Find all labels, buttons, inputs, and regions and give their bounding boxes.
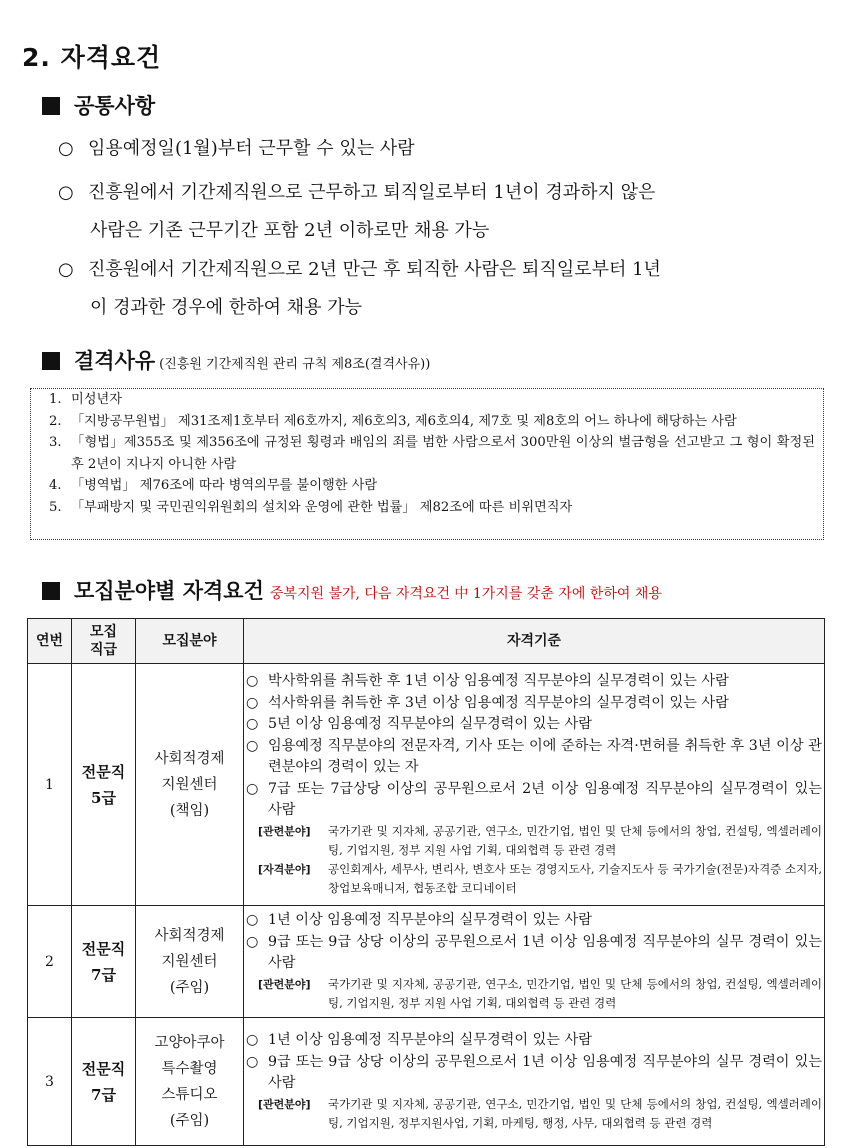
disq-num: 1. <box>49 392 62 407</box>
note-text: 공인회계사, 세무사, 변리사, 변호사 또는 경영지도사, 기술지도사 등 국가기술(전문)자격증 소지자, 창업보육매니저, 협동조합 코디네이터 <box>328 862 822 896</box>
black-square-icon <box>42 97 60 115</box>
criteria-item <box>246 910 822 932</box>
header-rank <box>72 619 136 664</box>
disq-text: 「형법」제355조 및 제356조에 규정된 횡령과 배임의 죄를 범한 사람으로서 300만원 이상의 벌금형을 선고받고 그 형이 확정된 후 2년이 지나지 아니한 사람 <box>71 435 815 472</box>
field-line: 고양아쿠아 <box>154 1034 225 1051</box>
disq-heading-text: 결격사유 <box>74 349 156 373</box>
table-header-row <box>28 619 825 664</box>
criteria-item <box>246 1030 822 1052</box>
disq-note: (진흥원 기간제직원 관리 규칙 제8조(결격사유)) <box>159 357 431 372</box>
circle-bullet-icon: ○ <box>246 694 259 711</box>
rank-line: 7급 <box>91 1085 116 1104</box>
disq-text: 「지방공무원법」 제31조제1호부터 제6호까지, 제6호의3, 제6호의4, 제7호 및 제8호의 어느 하나에 해당하는 사람 <box>71 413 737 429</box>
common-item-text: 진흥원에서 기간제직원으로 근무하고 퇴직일로부터 1년이 경과하지 않은 <box>88 182 656 203</box>
circle-bullet-icon: ○ <box>246 912 259 929</box>
table-row <box>28 664 825 906</box>
criteria-item <box>246 736 822 779</box>
circle-bullet-icon: ○ <box>246 1032 259 1049</box>
field-line: (책임) <box>169 802 210 819</box>
circle-bullet-icon: ○ <box>246 716 259 733</box>
circle-bullet-icon: ○ <box>58 259 74 280</box>
disq-num: 3. <box>49 435 62 450</box>
disq-num: 5. <box>49 499 62 515</box>
criteria-text: 석사학위를 취득한 후 3년 이상 임용예정 직무분야의 실무경력이 있는 사람 <box>268 694 729 711</box>
criteria-text: 임용예정 직무분야의 전문자격, 기사 또는 이에 준하는 자격·면허를 취득한 후 3년 이상 관련분야의 경력이 있는 자 <box>268 737 822 776</box>
criteria-text: 1년 이상 임용예정 직무분야의 실무경력이 있는 사람 <box>268 912 592 929</box>
cell-field <box>136 906 244 1018</box>
cell-criteria <box>244 906 825 1018</box>
disq-text: 「부패방지 및 국민권익위원회의 설치와 운영에 관한 법률」 제82조에 따른 비위면직자 <box>71 499 573 515</box>
disq-text: 「병역법」 제76조에 따라 병역의무를 불이행한 사람 <box>71 478 378 493</box>
circle-bullet-icon: ○ <box>246 780 259 797</box>
note-label: [관련분야] <box>258 1097 311 1111</box>
common-item-text: 진흥원에서 기간제직원으로 2년 만근 후 퇴직한 사람은 퇴직일로부터 1년 <box>88 259 661 280</box>
rank-line: 전문직 <box>81 762 126 781</box>
field-line: 사회적경제 <box>154 927 225 944</box>
req-heading <box>42 575 662 605</box>
requirements-table <box>27 618 825 1146</box>
criteria-note <box>246 1095 822 1133</box>
criteria-note <box>246 860 822 898</box>
common-item <box>58 174 828 250</box>
common-heading-text: 공통사항 <box>74 94 156 118</box>
note-label: [관련분야] <box>258 825 311 839</box>
common-heading <box>42 90 155 120</box>
table-row <box>28 906 825 1018</box>
criteria-item <box>246 1052 822 1095</box>
note-text: 국가기관 및 지자체, 공공기관, 연구소, 민간기업, 법인 및 단체 등에서의 창업, 컨설팅, 엑셀러레이팅, 기업지원, 정부 지원 사업 기획, 대외협력 등 관련 경력 <box>328 824 822 858</box>
cell-no: 2 <box>28 906 72 1018</box>
criteria-text: 5년 이상 임용예정 직무분야의 실무경력이 있는 사람 <box>268 716 592 733</box>
field-line: (주임) <box>169 979 210 996</box>
circle-bullet-icon: ○ <box>246 933 259 950</box>
circle-bullet-icon: ○ <box>246 1053 259 1070</box>
common-item-text: 임용예정일(1월)부터 근무할 수 있는 사람 <box>88 138 415 159</box>
black-square-icon <box>42 352 60 370</box>
field-line: 지원센터 <box>161 776 218 793</box>
header-no: 연번 <box>28 619 72 664</box>
rank-line: 전문직 <box>81 939 126 958</box>
common-item-cont: 사람은 기존 근무기간 포함 2년 이하로만 채용 가능 <box>90 220 490 241</box>
criteria-text: 7급 또는 7급상당 이상의 공무원으로서 2년 이상 임용예정 직무분야의 실무경력이 있는 사람 <box>268 780 822 819</box>
criteria-text: 9급 또는 9급 상당 이상의 공무원으로서 1년 이상 임용예정 직무분야의 실무 경력이 있는 사람 <box>268 1053 822 1092</box>
cell-criteria <box>244 1018 825 1146</box>
cell-rank <box>72 906 136 1018</box>
disq-num: 2. <box>49 413 62 429</box>
note-label: [자격분야] <box>258 863 311 877</box>
cell-field <box>136 664 244 906</box>
disq-num: 4. <box>49 478 62 493</box>
disqualification-box <box>30 388 824 540</box>
disq-item <box>49 475 815 497</box>
note-text: 국가기관 및 지자체, 공공기관, 연구소, 민간기업, 법인 및 단체 등에서의 창업, 컨설팅, 엑셀러레이팅, 기업지원, 정부지원사업, 기획, 마케팅, 행정, 사무, 대외협력 등 관련 경력 <box>328 1096 822 1130</box>
common-item <box>58 251 828 327</box>
disq-item <box>49 389 815 411</box>
cell-rank <box>72 664 136 906</box>
cell-no: 3 <box>28 1018 72 1146</box>
disq-heading <box>42 345 430 375</box>
criteria-item <box>246 714 822 736</box>
disq-text: 미성년자 <box>71 392 122 407</box>
rank-line: 7급 <box>91 965 116 984</box>
criteria-text: 박사학위를 취득한 후 1년 이상 임용예정 직무분야의 실무경력이 있는 사람 <box>268 672 729 689</box>
black-square-icon <box>42 582 60 600</box>
criteria-note <box>246 822 822 860</box>
disq-item <box>49 432 815 475</box>
header-criteria: 자격기준 <box>244 619 825 664</box>
criteria-item <box>246 671 822 693</box>
criteria-item <box>246 932 822 975</box>
table-row <box>28 1018 825 1146</box>
req-note: 중복지원 불가, 다음 자격요건 中 1가지를 갖춘 자에 한하여 채용 <box>269 586 662 602</box>
header-rank-line: 직급 <box>89 642 118 658</box>
field-line: 사회적경제 <box>154 750 225 767</box>
criteria-text: 9급 또는 9급 상당 이상의 공무원으로서 1년 이상 임용예정 직무분야의 실무 경력이 있는 사람 <box>268 933 822 972</box>
field-line: 스튜디오 <box>161 1086 218 1103</box>
disq-item <box>49 411 815 433</box>
criteria-item <box>246 779 822 822</box>
disq-item <box>49 497 815 519</box>
criteria-text: 1년 이상 임용예정 직무분야의 실무경력이 있는 사람 <box>268 1032 592 1049</box>
note-text: 국가기관 및 지자체, 공공기관, 연구소, 민간기업, 법인 및 단체 등에서의 창업, 컨설팅, 엑셀러레이팅, 기업지원, 정부 지원 사업 기획, 대외협력 등 관련 경력 <box>328 976 822 1010</box>
circle-bullet-icon: ○ <box>246 672 259 689</box>
cell-no: 1 <box>28 664 72 906</box>
note-label: [관련분야] <box>258 977 311 991</box>
field-line: (주임) <box>169 1112 210 1129</box>
criteria-item <box>246 693 822 715</box>
req-heading-text: 모집분야별 자격요건 <box>74 579 264 603</box>
circle-bullet-icon: ○ <box>58 182 74 203</box>
field-line: 특수촬영 <box>161 1060 218 1077</box>
criteria-note <box>246 975 822 1013</box>
circle-bullet-icon: ○ <box>58 138 74 159</box>
cell-rank <box>72 1018 136 1146</box>
common-item-cont: 이 경과한 경우에 한하여 채용 가능 <box>90 297 363 318</box>
rank-line: 전문직 <box>81 1059 126 1078</box>
rank-line: 5급 <box>91 788 116 807</box>
circle-bullet-icon: ○ <box>246 737 259 754</box>
field-line: 지원센터 <box>161 953 218 970</box>
header-field: 모집분야 <box>136 619 244 664</box>
cell-criteria <box>244 664 825 906</box>
header-rank-line: 모집 <box>89 624 118 640</box>
common-item <box>58 130 828 168</box>
section-title: 2. 자격요건 <box>22 43 162 72</box>
cell-field <box>136 1018 244 1146</box>
